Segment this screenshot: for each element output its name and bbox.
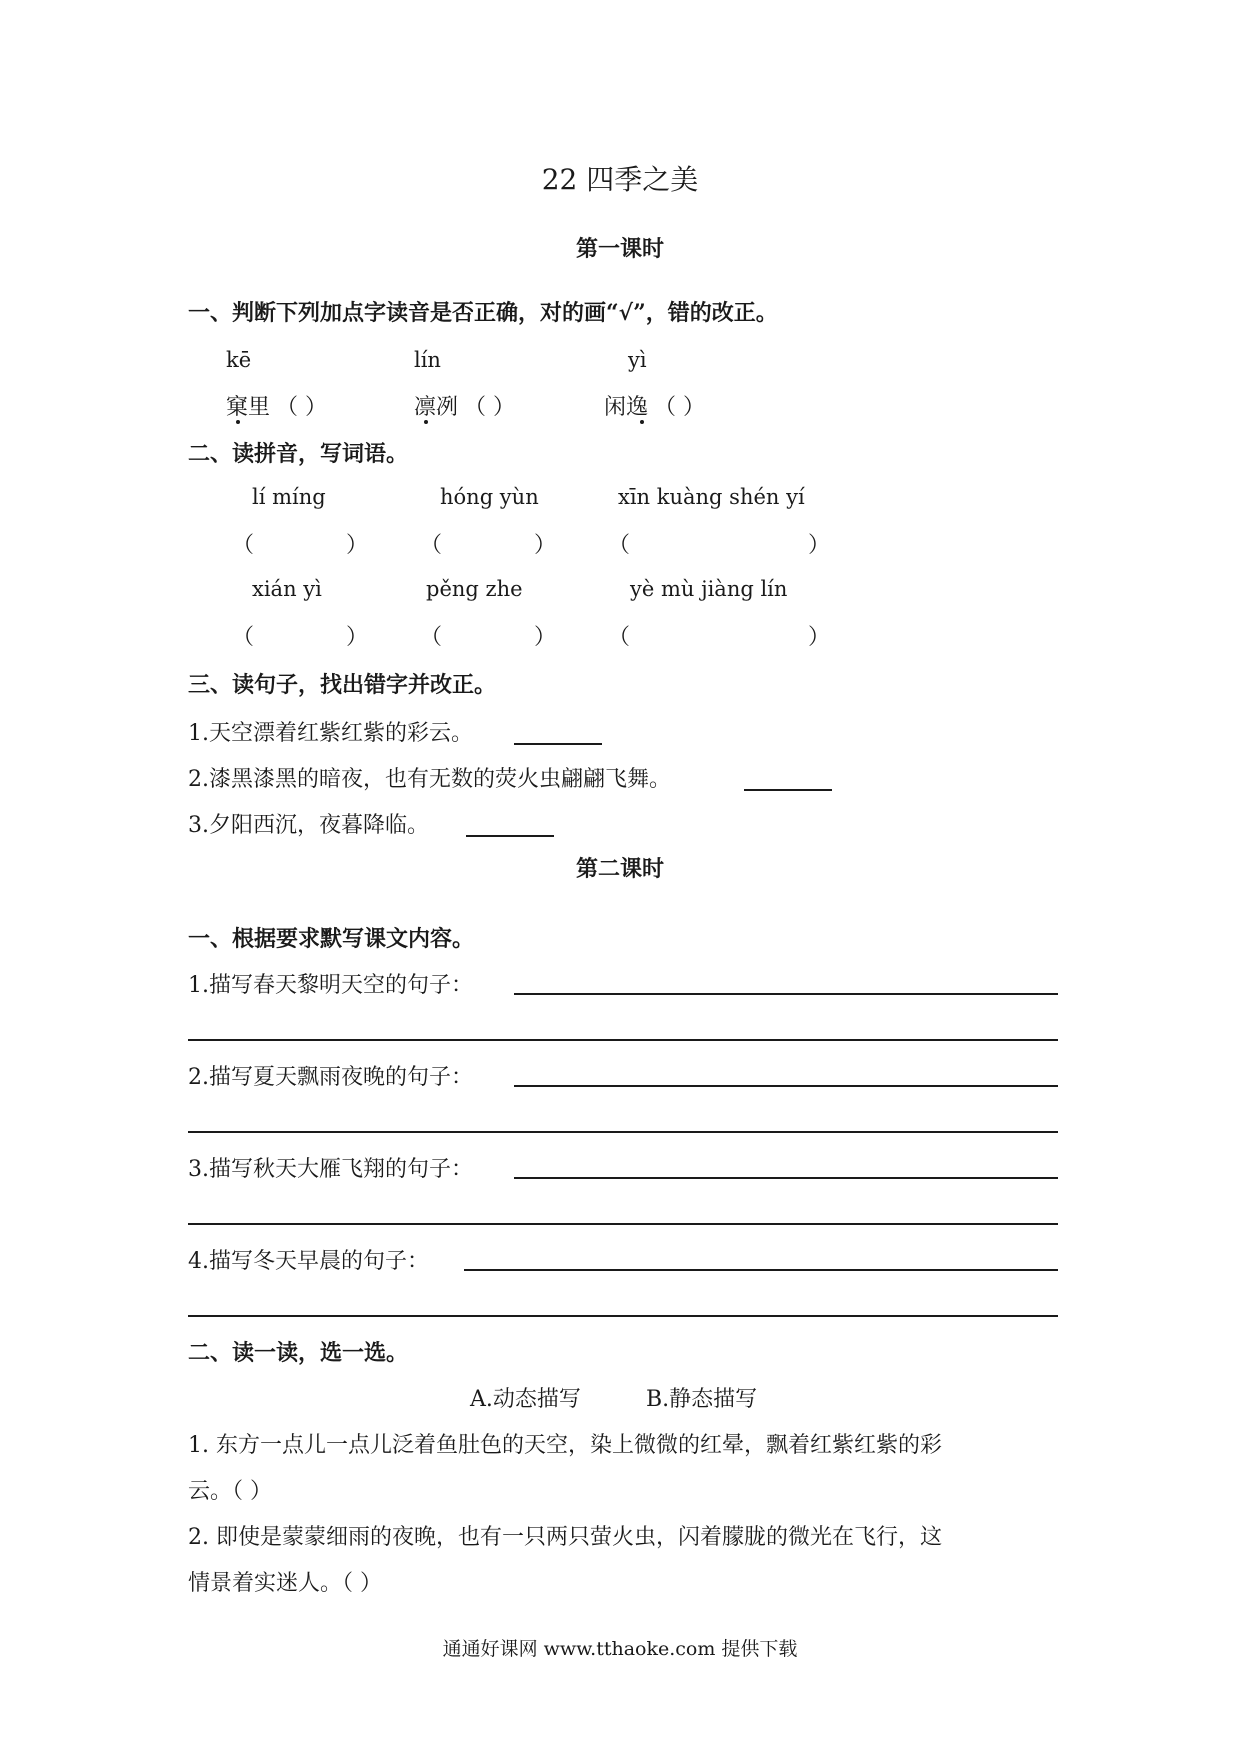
recite-summer-prompt: 2.描写夏天飘雨夜晚的句子： (188, 1065, 473, 1090)
paren-close: ） (346, 625, 369, 650)
answer-line[interactable] (188, 1223, 1058, 1225)
answer-paren-1[interactable]: （ ） (276, 395, 327, 420)
answer-blank-2[interactable] (744, 789, 832, 791)
sentence-1: 1.天空漂着红紫红紫的彩云。 (188, 721, 473, 746)
emphasis-dot (236, 420, 240, 424)
sentence-3: 3.夕阳西沉，夜暮降临。 (188, 813, 429, 838)
answer-blank-3[interactable] (466, 835, 554, 837)
answer-paren-3[interactable]: （ ） (654, 395, 705, 420)
lesson1-q2-heading: 二、读拼音，写词语。 (188, 441, 409, 467)
answer-line[interactable] (514, 993, 1058, 995)
paren-close: ） (346, 533, 369, 558)
pinyin-hongyun: hóng yùn (440, 485, 539, 509)
paren-open: （ (608, 625, 631, 650)
lesson1-q3-heading: 三、读句子，找出错字并改正。 (188, 672, 497, 698)
answer-line[interactable] (188, 1315, 1058, 1317)
option-a: A.动态描写 (470, 1387, 581, 1412)
paren-close: ） (808, 533, 831, 558)
paren-close: ） (808, 625, 831, 650)
pinyin-xianyi: xián yì (252, 577, 322, 601)
paren-open: （ (608, 533, 631, 558)
lesson1-q1-heading: 一、判断下列加点字读音是否正确，对的画“√”，错的改正。 (188, 300, 778, 326)
recite-winter-prompt: 4.描写冬天早晨的句子： (188, 1249, 429, 1274)
answer-paren-2[interactable]: （ ） (464, 395, 515, 420)
pinyin-ke: kē (226, 348, 252, 372)
lesson2-label: 第二课时 (575, 856, 664, 882)
word-linlie: 凛冽 (414, 395, 459, 420)
recite-spring-prompt: 1.描写春天黎明天空的句子： (188, 973, 473, 998)
answer-line[interactable] (464, 1269, 1058, 1271)
answer-blank-1[interactable] (514, 743, 602, 745)
pinyin-yi: yì (628, 348, 647, 372)
recite-autumn-prompt: 3.描写秋天大雁飞翔的句子： (188, 1157, 473, 1182)
option-b: B.静态描写 (646, 1387, 758, 1412)
paren-close: ） (534, 533, 557, 558)
choice-item-2-line2[interactable]: 情景着实迷人。（ ） (188, 1571, 382, 1596)
pinyin-pengzhe: pěng zhe (426, 577, 523, 601)
choice-item-2-line1: 2. 即使是蒙蒙细雨的夜晚，也有一只两只萤火虫，闪着朦胧的微光在飞行，这 (188, 1525, 942, 1550)
lesson2-q1-heading: 一、根据要求默写课文内容。 (188, 926, 475, 952)
paren-open: （ (232, 533, 255, 558)
pinyin-yemujianglin: yè mù jiàng lín (630, 577, 788, 601)
page-title: 22 四季之美 (541, 163, 699, 196)
word-xianyi: 闲逸 (604, 395, 649, 420)
paren-close: ） (534, 625, 557, 650)
choice-item-1-line2[interactable]: 云。（ ） (188, 1479, 272, 1504)
answer-line[interactable] (188, 1039, 1058, 1041)
footer-source: 通通好课网 www.tthaoke.com 提供下载 (442, 1638, 798, 1660)
paren-open: （ (232, 625, 255, 650)
emphasis-dot (424, 420, 428, 424)
paren-open: （ (420, 533, 443, 558)
paren-open: （ (420, 625, 443, 650)
answer-line[interactable] (188, 1131, 1058, 1133)
word-keli: 窠里 (226, 395, 271, 420)
lesson2-q2-heading: 二、读一读，选一选。 (188, 1340, 409, 1366)
sentence-2: 2.漆黑漆黑的暗夜，也有无数的荧火虫翩翩飞舞。 (188, 767, 671, 792)
pinyin-xinkuangshenyi: xīn kuàng shén yí (618, 485, 805, 509)
lesson1-label: 第一课时 (575, 236, 664, 262)
pinyin-lin: lín (414, 348, 441, 372)
answer-line[interactable] (514, 1085, 1058, 1087)
answer-line[interactable] (514, 1177, 1058, 1179)
emphasis-dot (640, 420, 644, 424)
pinyin-liming: lí míng (252, 485, 326, 509)
choice-item-1-line1: 1. 东方一点儿一点儿泛着鱼肚色的天空，染上微微的红晕，飘着红紫红紫的彩 (188, 1433, 942, 1458)
